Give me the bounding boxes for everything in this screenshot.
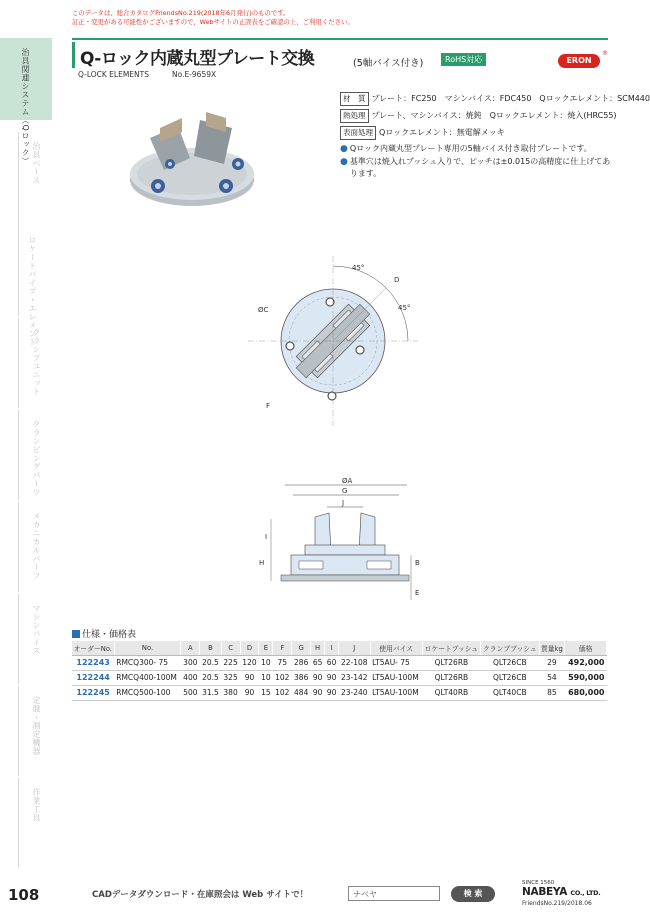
tab-label: マシンバイス xyxy=(32,604,41,655)
table-row xyxy=(72,685,607,700)
tab-label: メカニカルパーツ xyxy=(32,512,41,580)
cell: 54 xyxy=(539,670,565,685)
price-cell: 680,000 xyxy=(565,685,607,700)
spec-key: 表面処理 xyxy=(340,126,376,140)
feature-bullet xyxy=(340,143,615,155)
cell: 10 xyxy=(259,655,273,670)
tab-work-tools[interactable] xyxy=(18,778,52,868)
cell: 60 xyxy=(325,655,339,670)
spec-material xyxy=(340,92,650,106)
col-a: A xyxy=(181,641,200,655)
cell: 29 xyxy=(539,655,565,670)
search-input[interactable]: ナベヤ xyxy=(348,886,440,901)
company-name: NABEYA xyxy=(522,886,568,898)
dimension-a-label: ØA xyxy=(342,477,353,485)
dimension-j-label: J xyxy=(342,499,345,507)
cell: 102 xyxy=(273,685,292,700)
bullet-icon: ● xyxy=(340,157,348,167)
cell: 75 xyxy=(273,655,292,670)
spec-key: 材 質 xyxy=(340,92,369,106)
dimension-h-label: H xyxy=(259,559,265,567)
rohs-badge: RoHS対応 xyxy=(441,53,486,66)
cell: 386 xyxy=(292,670,311,685)
cell: 31.5 xyxy=(200,685,221,700)
tab-label: 治具関連システム（Qロック） xyxy=(21,48,30,166)
since-label: SINCE 1560 xyxy=(522,880,555,886)
col-i: I xyxy=(325,641,339,655)
cell: 90 xyxy=(311,670,325,685)
cell: RMCQ500-100 xyxy=(114,685,181,700)
cell: 90 xyxy=(325,670,339,685)
notice-line-1: このデータは、総合カタログFriendsNo.219(2018年6月発行)のものです。 xyxy=(72,9,290,17)
col-clamp-bush: クランプブッシュ xyxy=(481,641,540,655)
product-photo xyxy=(120,98,270,218)
col-locate-push: ロケートプッシュ xyxy=(422,641,480,655)
spec-list xyxy=(340,92,650,181)
order-number-link[interactable]: 122244 xyxy=(72,670,114,685)
spec-price-table xyxy=(72,641,607,701)
dimension-g-label: G xyxy=(342,487,348,495)
order-number-link[interactable]: 122243 xyxy=(72,655,114,670)
cell: LT5AU-100M xyxy=(370,685,422,700)
cell: 400 xyxy=(181,670,200,685)
cell: 15 xyxy=(259,685,273,700)
spec-value: プレート：FC250 マシンバイス：FDC450 Qロックエレメント：SCM440 xyxy=(371,94,650,103)
tab-label: クランピングパーツ xyxy=(32,420,41,497)
tab-label: クランプユニット xyxy=(32,328,41,396)
bullet-text: Qロック内蔵丸型プレート専用の5軸バイス付き取付プレートです。 xyxy=(349,144,592,153)
col-vise: 使用バイス xyxy=(370,641,422,655)
cell: QLT26RB xyxy=(422,670,480,685)
col-d: D xyxy=(240,641,259,655)
cell: QLT40RB xyxy=(422,685,480,700)
col-g: G xyxy=(292,641,311,655)
feature-bullet xyxy=(340,156,615,180)
table-title-text: 仕様・価格表 xyxy=(82,630,137,640)
cell: 90 xyxy=(240,685,259,700)
cell: 90 xyxy=(240,670,259,685)
tab-surface-plate[interactable] xyxy=(18,686,52,776)
col-j: J xyxy=(339,641,371,655)
cell: 380 xyxy=(221,685,240,700)
order-number-link[interactable]: 122245 xyxy=(72,685,114,700)
spec-surface xyxy=(340,126,615,140)
cell: LT5AU- 75 xyxy=(370,655,422,670)
company-logo xyxy=(522,886,600,898)
cell: 225 xyxy=(221,655,240,670)
side-view-drawing xyxy=(255,475,435,605)
series-name: Q-LOCK ELEMENTS xyxy=(78,70,149,79)
cell: RMCQ400-100M xyxy=(114,670,181,685)
notice-line-2: 訂正・変更がある可能性がございますので、Webサイトの正誤表をご確認の上、ご利用ください。 xyxy=(72,18,354,26)
page-number: 108 xyxy=(8,886,40,904)
col-mass: 質量kg xyxy=(539,641,565,655)
square-icon xyxy=(72,630,80,638)
spec-key: 熱処理 xyxy=(340,109,369,123)
brand-registered-mark: ® xyxy=(602,50,608,57)
col-e: E xyxy=(259,641,273,655)
dimension-e-label: E xyxy=(415,589,420,597)
cell: 23-240 xyxy=(339,685,371,700)
cell: QLT40CB xyxy=(481,685,540,700)
cell: 90 xyxy=(311,685,325,700)
search-button[interactable]: 検 索 xyxy=(451,886,495,902)
table-header-row xyxy=(72,641,607,655)
dimension-i-label: I xyxy=(265,533,268,541)
tab-clamp-unit[interactable] xyxy=(18,318,52,408)
cell: 10 xyxy=(259,670,273,685)
cell: 85 xyxy=(539,685,565,700)
price-cell: 492,000 xyxy=(565,655,607,670)
brand-logo: ERON xyxy=(558,54,600,68)
spec-value: プレート、マシンバイス：焼鈍 Qロックエレメント：焼入(HRC55) xyxy=(371,111,617,120)
angle-label-2: 45° xyxy=(398,304,411,312)
tab-label: 作業工具 xyxy=(32,788,41,822)
tab-mechanical-parts[interactable] xyxy=(18,502,52,592)
cell: 500 xyxy=(181,685,200,700)
dimension-b-label: B xyxy=(415,559,420,567)
cell: 20.5 xyxy=(200,655,221,670)
cell: QLT26RB xyxy=(422,655,480,670)
page-title: Q-ロック内蔵丸型プレート交換 xyxy=(80,49,315,69)
col-c: C xyxy=(221,641,240,655)
cell: 90 xyxy=(325,685,339,700)
title-accent-bar xyxy=(72,42,75,68)
spec-heat-treatment xyxy=(340,109,615,123)
cell: 325 xyxy=(221,670,240,685)
cell: 300 xyxy=(181,655,200,670)
tab-machine-vise[interactable] xyxy=(18,594,52,684)
cell: LT5AU-100M xyxy=(370,670,422,685)
product-number: No.E-9659X xyxy=(172,70,217,79)
tab-locate-pipe[interactable] xyxy=(18,226,52,347)
cad-download-text: CADデータダウンロード・在庫照会は Web サイトで！ xyxy=(92,890,309,900)
col-b: B xyxy=(200,641,221,655)
cell: 120 xyxy=(240,655,259,670)
tab-clamping-parts[interactable] xyxy=(18,410,52,500)
category-sidebar xyxy=(0,38,52,878)
page-subtitle: (5軸バイス付き) xyxy=(353,58,424,69)
cell: 286 xyxy=(292,655,311,670)
cell: QLT26CB xyxy=(481,655,540,670)
bullet-text: 基準穴は焼入れプッシュ入りで、ピッチは±0.015の高精度に仕上げてあります。 xyxy=(349,157,611,178)
col-f: F xyxy=(273,641,292,655)
cell: 20.5 xyxy=(200,670,221,685)
cell: RMCQ300- 75 xyxy=(114,655,181,670)
col-no: No. xyxy=(114,641,181,655)
dimension-c-label: ØC xyxy=(258,306,269,314)
price-cell: 590,000 xyxy=(565,670,607,685)
cell: QLT26CB xyxy=(481,670,540,685)
cell: 484 xyxy=(292,685,311,700)
cell: 22-108 xyxy=(339,655,371,670)
dimension-f-label: F xyxy=(266,402,271,410)
company-suffix: CO., LTD. xyxy=(570,889,601,897)
notice xyxy=(72,9,354,27)
top-view-drawing xyxy=(238,246,428,436)
col-order-no: オーダーNo. xyxy=(72,641,114,655)
tab-label: 治具ベース xyxy=(32,142,41,185)
tab-label: 定盤・測定機器 xyxy=(32,696,41,756)
dimension-d-label: D xyxy=(394,276,400,284)
cell: 65 xyxy=(311,655,325,670)
spec-value: Qロックエレメント：無電解メッキ xyxy=(379,128,505,137)
cell: 23-142 xyxy=(339,670,371,685)
table-row xyxy=(72,655,607,670)
table-title xyxy=(72,627,136,640)
tab-label: ロケートパイプ・エレメント xyxy=(28,236,37,347)
angle-label-1: 45° xyxy=(352,264,365,272)
col-price: 価格 xyxy=(565,641,607,655)
cell: 102 xyxy=(273,670,292,685)
catalog-number: FriendsNo.219/2018.06 xyxy=(522,900,592,907)
col-h: H xyxy=(311,641,325,655)
title-row xyxy=(72,38,608,68)
table-row xyxy=(72,670,607,685)
bullet-icon: ● xyxy=(340,144,348,154)
